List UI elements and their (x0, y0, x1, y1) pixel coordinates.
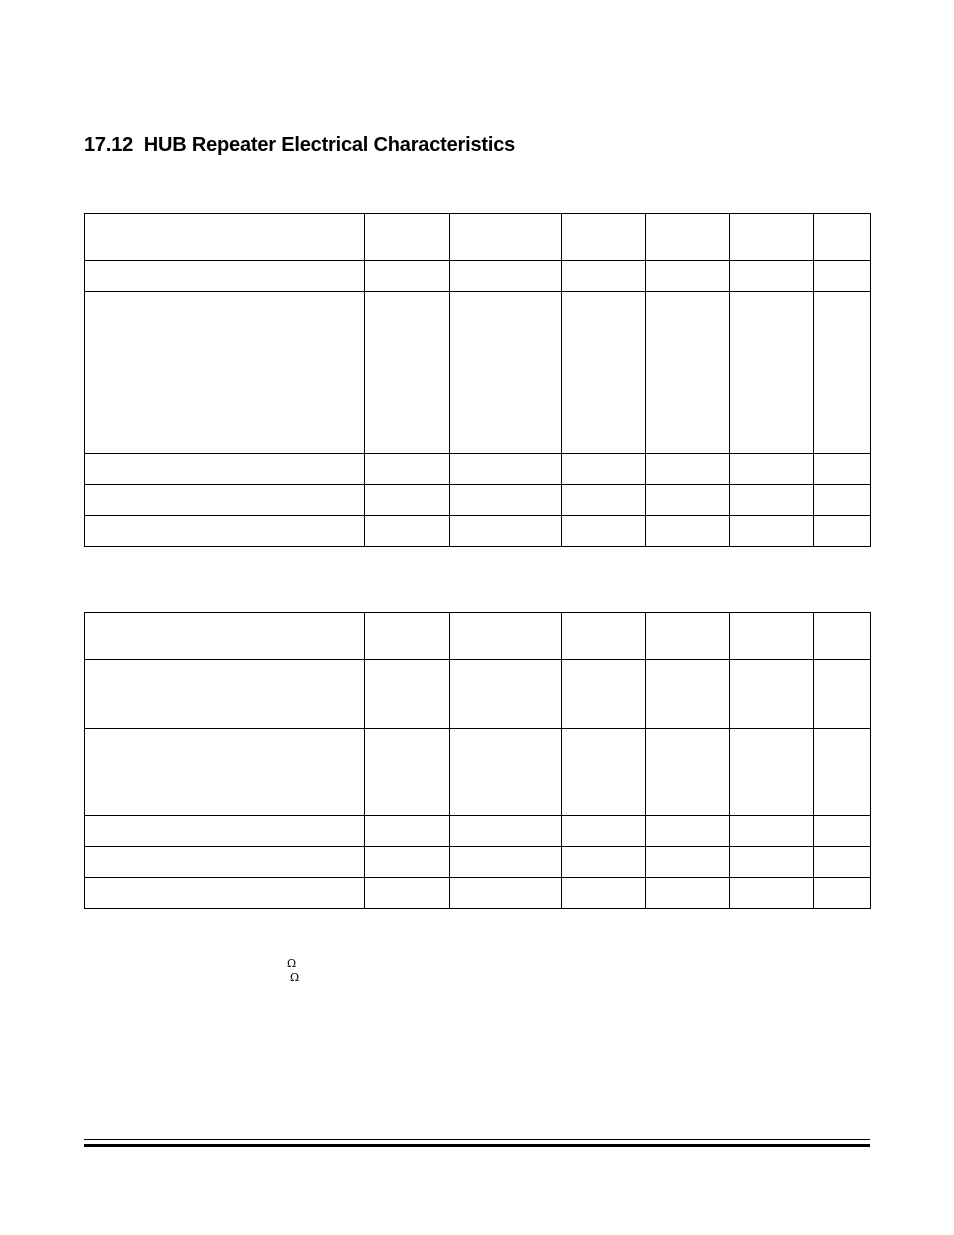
table-row (85, 516, 871, 547)
section-title: HUB Repeater Electrical Characteristics (143, 134, 516, 156)
table-row (85, 816, 871, 847)
table-row (85, 292, 871, 454)
table-header-row (85, 613, 871, 660)
table-row (85, 660, 871, 729)
table-row (85, 878, 871, 909)
table-row (85, 485, 871, 516)
table-row (85, 729, 871, 816)
footer-rule-thick (84, 1144, 870, 1147)
table-row (85, 847, 871, 878)
ohm-symbol-note-2: Ω (290, 971, 300, 984)
characteristics-table-1 (84, 213, 871, 547)
footer-rule-thin (84, 1139, 870, 1140)
ohm-symbol-note-1: Ω (287, 957, 297, 970)
section-heading (84, 134, 515, 157)
table-header-row (85, 214, 871, 261)
characteristics-table-2 (84, 612, 871, 909)
table-row (85, 454, 871, 485)
table-row (85, 261, 871, 292)
section-number: 17.12 (84, 134, 134, 156)
